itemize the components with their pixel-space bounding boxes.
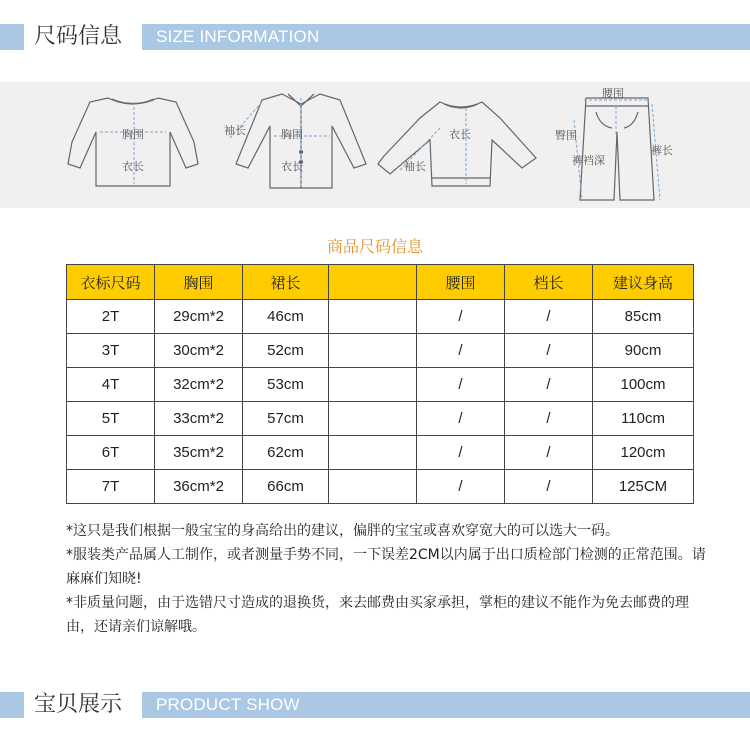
cell-waist: /	[417, 368, 505, 402]
note-item: *这只是我们根据一般宝宝的身高给出的建议，偏胖的宝宝或喜欢穿宽大的可以选大一码。	[66, 523, 619, 539]
cell-size: 7T	[67, 470, 155, 504]
cell-rise: /	[505, 470, 593, 504]
header-accent-block	[0, 692, 24, 718]
cell-skirt-length: 52cm	[243, 334, 329, 368]
length-label-2: 衣长	[281, 160, 303, 173]
cell-size: 4T	[67, 368, 155, 402]
size-table	[66, 264, 694, 504]
product-show-header	[0, 688, 750, 722]
cell-size: 3T	[67, 334, 155, 368]
table-row	[67, 470, 694, 504]
cell-chest: 30cm*2	[155, 334, 243, 368]
measurement-diagram	[0, 82, 750, 208]
sweatshirt-diagram	[378, 102, 536, 186]
note-item: *非质量问题，由于选错尺寸造成的退换货，来去邮费由买家承担，掌柜的建议不能作为免去邮费的理由，还请亲们谅解哦。	[66, 595, 689, 635]
length-label-1: 衣长	[122, 160, 144, 173]
cell-rise: /	[505, 436, 593, 470]
chest-label-2: 胸围	[281, 128, 303, 141]
cell-skirt-length: 57cm	[243, 402, 329, 436]
header-waist: 腰围	[417, 265, 505, 300]
pants-diagram	[580, 98, 654, 200]
cell-waist: /	[417, 334, 505, 368]
cell-rise: /	[505, 300, 593, 334]
chest-label-1: 胸围	[122, 128, 144, 141]
cell-waist: /	[417, 436, 505, 470]
cell-empty	[329, 470, 417, 504]
cell-rise: /	[505, 334, 593, 368]
header-chest: 胸围	[155, 265, 243, 300]
sleeve-label-3: 袖长	[404, 160, 426, 173]
hip-label: 臀围	[555, 129, 577, 142]
cell-height: 125CM	[593, 470, 694, 504]
header-skirt-length: 裙长	[243, 265, 329, 300]
cell-waist: /	[417, 300, 505, 334]
size-notes	[66, 519, 706, 639]
table-row	[67, 436, 694, 470]
cell-empty	[329, 300, 417, 334]
table-row	[67, 402, 694, 436]
cell-empty	[329, 402, 417, 436]
size-header-bar	[142, 24, 750, 50]
table-row	[67, 334, 694, 368]
size-header-subtitle: SIZE INFORMATION	[156, 27, 320, 46]
cell-waist: /	[417, 402, 505, 436]
cell-height: 85cm	[593, 300, 694, 334]
cell-height: 100cm	[593, 368, 694, 402]
cell-chest: 32cm*2	[155, 368, 243, 402]
header-accent-block	[0, 24, 24, 50]
size-header-title: 尺码信息	[34, 24, 123, 49]
cell-empty	[329, 368, 417, 402]
product-header-subtitle: PRODUCT SHOW	[156, 695, 300, 714]
cell-waist: /	[417, 470, 505, 504]
header-empty	[329, 265, 417, 300]
pants-length-label: 裤长	[651, 144, 673, 157]
cell-skirt-length: 66cm	[243, 470, 329, 504]
cell-empty	[329, 436, 417, 470]
cell-chest: 29cm*2	[155, 300, 243, 334]
size-information-header	[0, 20, 750, 54]
garment-diagrams	[0, 82, 750, 208]
cell-chest: 35cm*2	[155, 436, 243, 470]
length-label-3: 衣长	[449, 128, 471, 141]
table-title: 商品尺码信息	[326, 237, 423, 256]
waist-label: 腰围	[602, 87, 624, 100]
table-row	[67, 300, 694, 334]
table-header-row	[67, 265, 694, 300]
cell-skirt-length: 62cm	[243, 436, 329, 470]
header-rise: 档长	[505, 265, 593, 300]
cell-height: 90cm	[593, 334, 694, 368]
header-suggested-height: 建议身高	[593, 265, 694, 300]
cell-skirt-length: 46cm	[243, 300, 329, 334]
cell-height: 110cm	[593, 402, 694, 436]
table-row	[67, 368, 694, 402]
cell-chest: 36cm*2	[155, 470, 243, 504]
cell-empty	[329, 334, 417, 368]
cell-height: 120cm	[593, 436, 694, 470]
header-tag-size: 衣标尺码	[67, 265, 155, 300]
cell-size: 5T	[67, 402, 155, 436]
cell-skirt-length: 53cm	[243, 368, 329, 402]
cell-size: 2T	[67, 300, 155, 334]
cell-rise: /	[505, 402, 593, 436]
note-item: *服装类产品属人工制作，或者测量手势不同，一下误差2CM以内属于出口质检部门检测的正常范围。请麻麻们知晓!	[66, 547, 706, 587]
cell-chest: 33cm*2	[155, 402, 243, 436]
sleeve-label-2: 袖长	[224, 124, 246, 137]
cell-rise: /	[505, 368, 593, 402]
product-header-bar	[142, 692, 750, 718]
product-header-title: 宝贝展示	[34, 692, 123, 717]
cell-size: 6T	[67, 436, 155, 470]
rise-label: 裤裆深	[572, 154, 605, 167]
